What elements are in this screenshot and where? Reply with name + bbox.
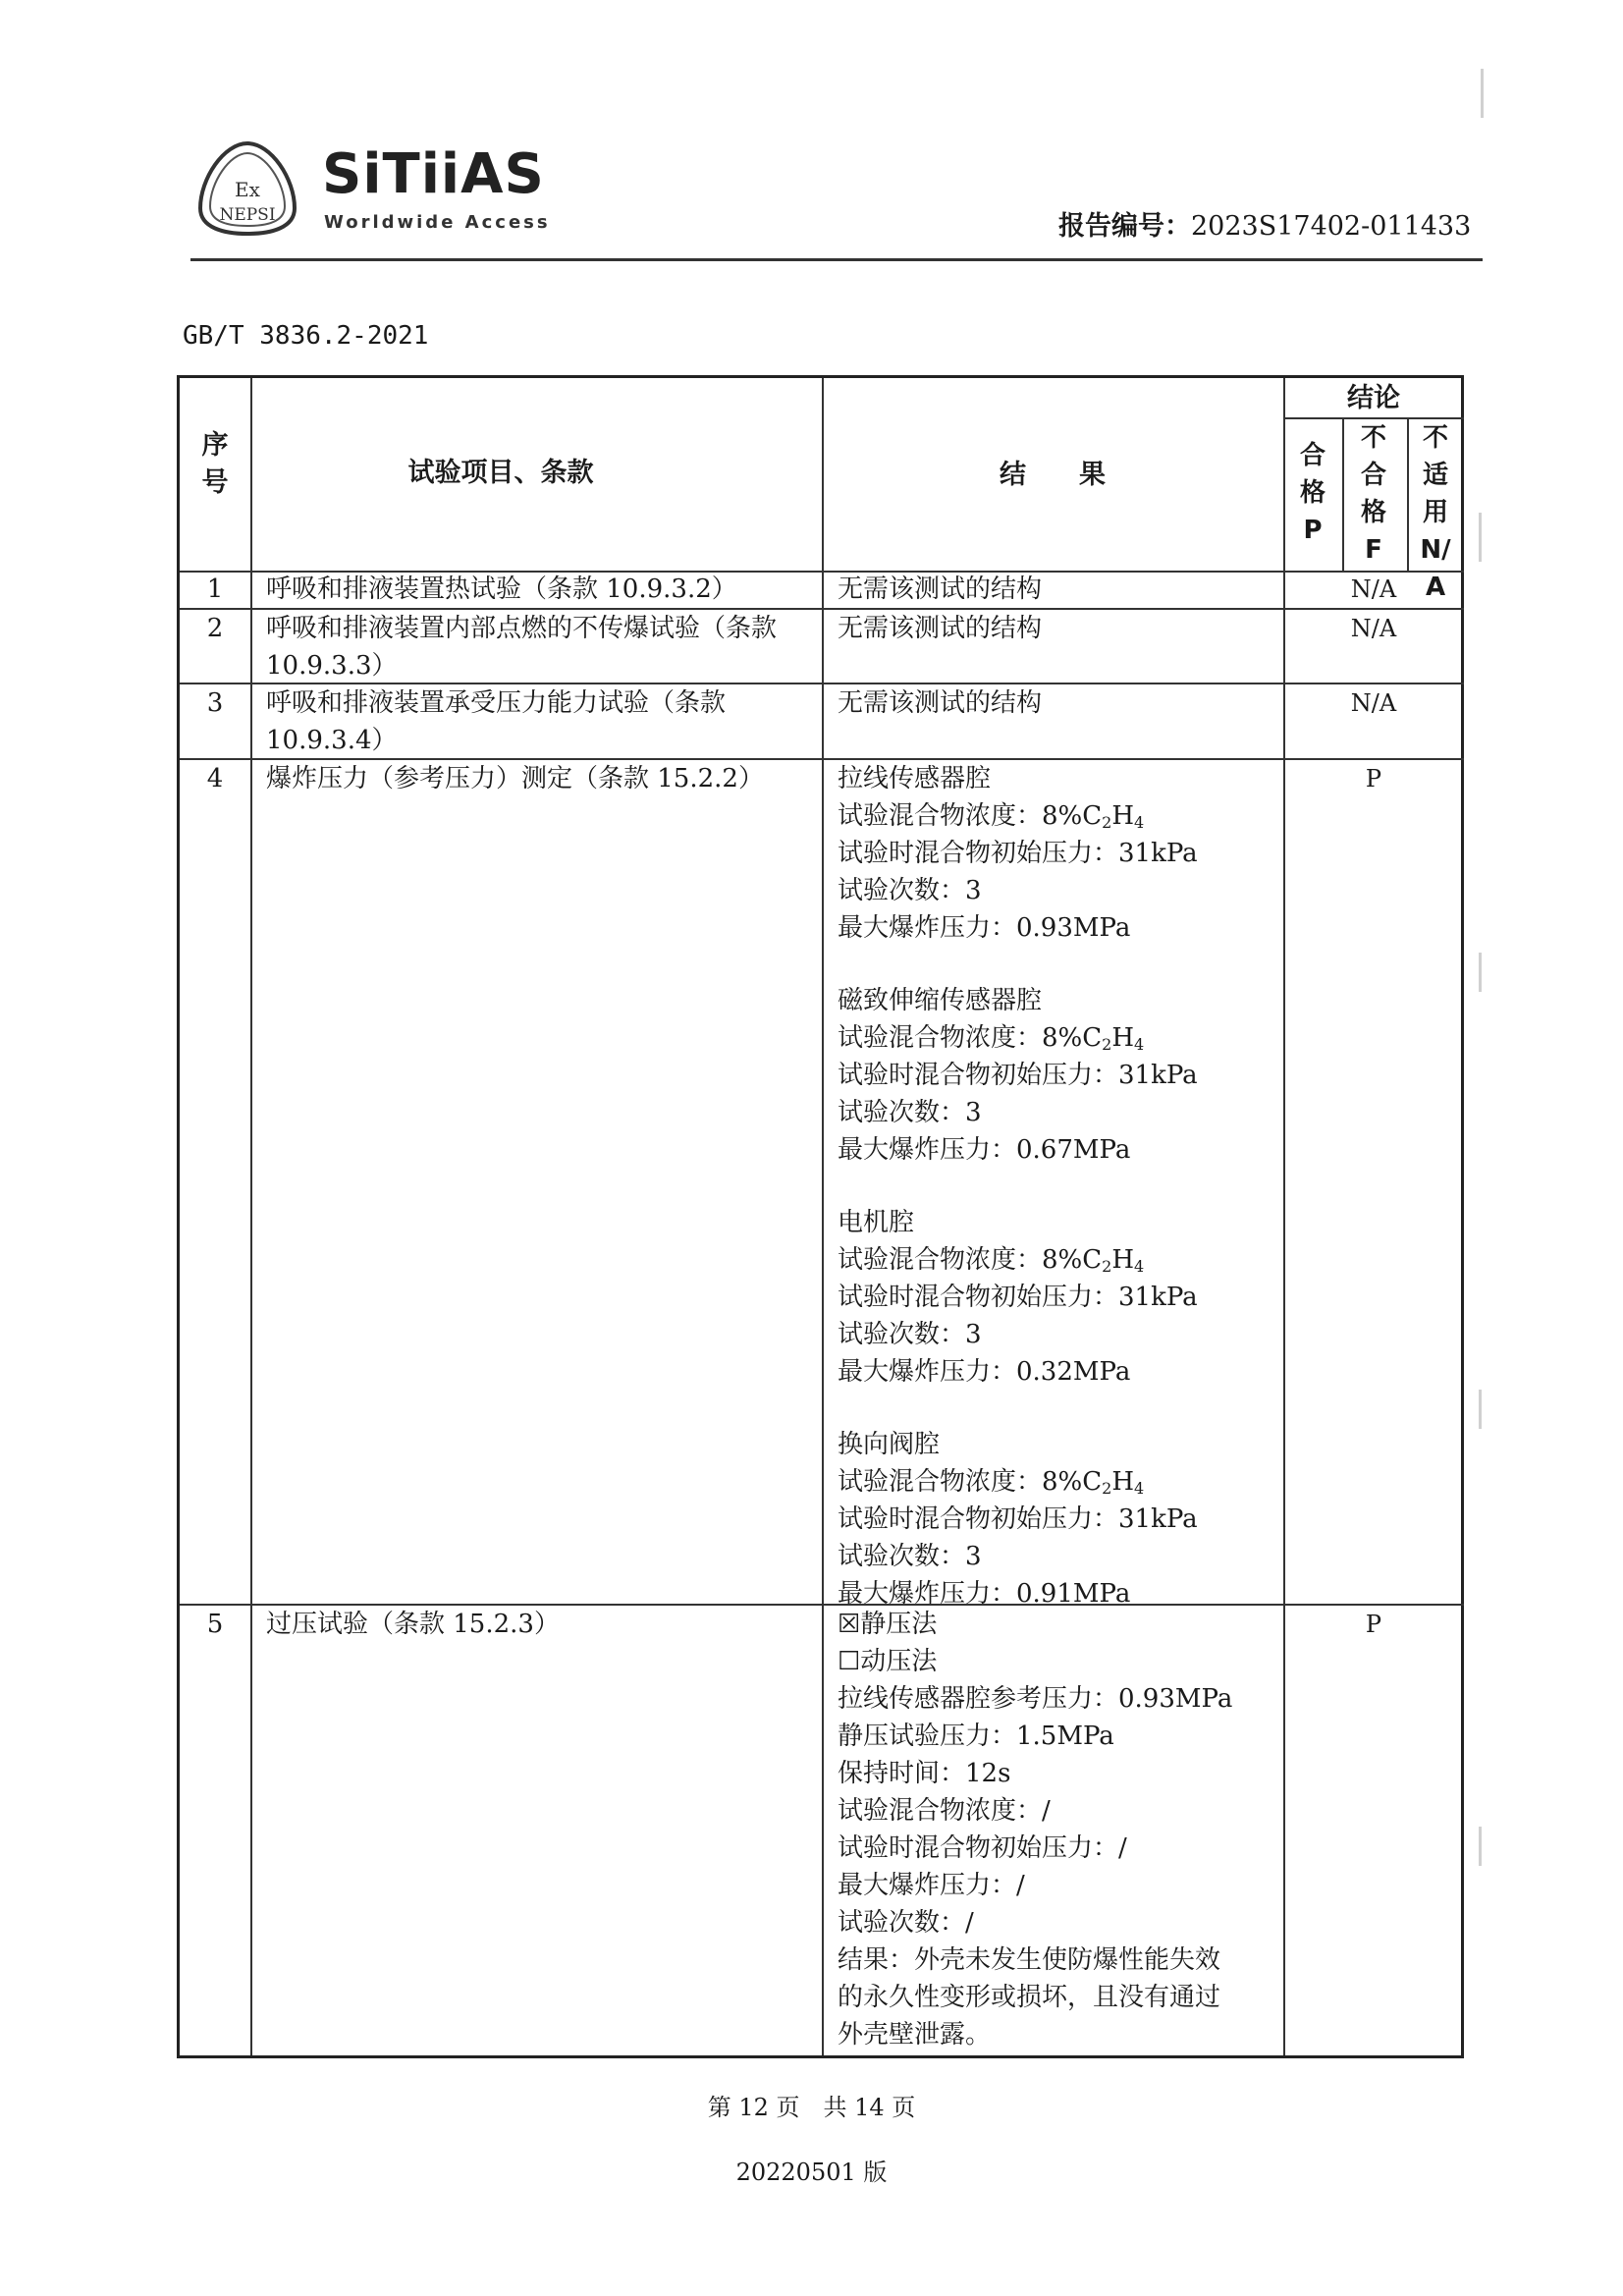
- result-line: ☐动压法: [838, 1647, 938, 1676]
- row-5-conclusion: P: [1365, 1611, 1382, 1638]
- block-times: 试验次数：3: [838, 1098, 982, 1127]
- row-2-no: 2: [206, 614, 224, 643]
- block-title: 电机腔: [838, 1208, 915, 1237]
- header-divider: [190, 258, 1483, 261]
- result-block: [838, 760, 1279, 947]
- result-line: 试验次数：/: [838, 1908, 974, 1938]
- row-3-no: 3: [206, 688, 224, 718]
- test-results-table: [177, 375, 1464, 2058]
- block-init-pressure: 试验时混合物初始压力：31kPa: [838, 1061, 1198, 1090]
- result-line: 外壳壁泄露。: [838, 2020, 992, 2050]
- row-1-conclusion: N/A: [1350, 575, 1397, 603]
- logo-emblem-bottom-text: NEPSI: [219, 205, 276, 225]
- block-init-pressure: 试验时混合物初始压力：31kPa: [838, 1283, 1198, 1312]
- result-block: [838, 1204, 1279, 1391]
- row-4-no: 4: [206, 764, 224, 793]
- row-5-result: [838, 1606, 1279, 2053]
- result-block: [838, 982, 1279, 1169]
- block-gas: 试验混合物浓度：$8\%C_2H_4$: [838, 1245, 1145, 1276]
- report-number-label: 报告编号：: [1058, 211, 1191, 242]
- row-3-result: 无需该测试的结构: [838, 688, 1043, 718]
- block-max-pressure: 最大爆炸压力：0.93MPa: [838, 913, 1131, 943]
- row-2-item: 呼吸和排液装置内部点燃的不传爆试验（条款 10.9.3.3）: [266, 614, 778, 681]
- page-number: 第 12 页 共 14 页: [707, 2094, 916, 2121]
- scan-mark: [1479, 953, 1482, 992]
- result-block: [838, 1426, 1279, 1613]
- result-line: 静压试验压力：1.5MPa: [838, 1722, 1114, 1751]
- block-times: 试验次数：3: [838, 1542, 982, 1571]
- scan-mark: [1479, 513, 1482, 562]
- row-4-item: 爆炸压力（参考压力）测定（条款 15.2.2）: [266, 764, 764, 793]
- form-version: 20220501 版: [735, 2159, 888, 2186]
- block-times: 试验次数：3: [838, 1320, 982, 1349]
- row-1-item: 呼吸和排液装置热试验（条款 10.9.3.2）: [266, 574, 737, 604]
- block-init-pressure: 试验时混合物初始压力：31kPa: [838, 839, 1198, 868]
- header-result: 结 果: [1000, 460, 1106, 490]
- row-3-item: 呼吸和排液装置承受压力能力试验（条款 10.9.3.4）: [266, 688, 727, 755]
- block-gas: 试验混合物浓度：$8\%C_2H_4$: [838, 1023, 1145, 1054]
- header-na: 不适用N/A: [1420, 423, 1451, 602]
- result-line: ☒静压法: [838, 1610, 938, 1639]
- row-2-conclusion: N/A: [1350, 615, 1397, 642]
- row-5-item: 过压试验（条款 15.2.3）: [266, 1610, 560, 1639]
- result-line: 试验混合物浓度：/: [838, 1796, 1051, 1826]
- block-gas: 试验混合物浓度：$8\%C_2H_4$: [838, 801, 1145, 832]
- result-line: 拉线传感器腔参考压力：0.93MPa: [838, 1684, 1233, 1714]
- row-5-no: 5: [206, 1610, 224, 1639]
- row-3-conclusion: N/A: [1350, 689, 1397, 717]
- row-2-result: 无需该测试的结构: [838, 614, 1043, 643]
- report-number-value: 2023S17402-011433: [1191, 211, 1472, 242]
- row-4-conclusion: P: [1365, 765, 1382, 793]
- scan-mark: [1479, 1390, 1482, 1429]
- header-seq: 序号: [201, 430, 229, 498]
- header-item: 试验项目、条款: [407, 458, 594, 488]
- result-line: 试验时混合物初始压力：/: [838, 1833, 1127, 1863]
- logo-emblem-top-text: Ex: [235, 178, 260, 201]
- row-1-result: 无需该测试的结构: [838, 574, 1043, 604]
- logo-brand: SiTiiAS: [322, 142, 545, 206]
- result-line: 最大爆炸压力：/: [838, 1871, 1025, 1900]
- block-max-pressure: 最大爆炸压力：0.91MPa: [838, 1579, 1131, 1609]
- standard-code: GB/T 3836.2-2021: [183, 321, 429, 351]
- block-times: 试验次数：3: [838, 876, 982, 905]
- logo-tagline: Worldwide Access: [324, 212, 551, 233]
- scan-mark: [1481, 69, 1484, 118]
- result-line: 保持时间：12s: [838, 1759, 1011, 1788]
- block-max-pressure: 最大爆炸压力：0.67MPa: [838, 1135, 1131, 1165]
- header-pass: 合格P: [1299, 441, 1325, 545]
- logo-emblem-icon: [192, 139, 302, 238]
- block-title: 换向阀腔: [838, 1430, 941, 1459]
- header-fail: 不合格F: [1360, 423, 1386, 565]
- scan-mark: [1479, 1827, 1482, 1866]
- row-1-no: 1: [206, 574, 224, 604]
- row-4-result: [838, 760, 1279, 1613]
- result-line: 的永久性变形或损坏，且没有通过: [838, 1983, 1221, 2012]
- block-title: 磁致伸缩传感器腔: [838, 986, 1043, 1015]
- block-gas: 试验混合物浓度：$8\%C_2H_4$: [838, 1467, 1145, 1498]
- block-init-pressure: 试验时混合物初始压力：31kPa: [838, 1504, 1198, 1534]
- header-conclusion: 结论: [1347, 383, 1400, 413]
- report-number: [1058, 204, 1471, 243]
- block-title: 拉线传感器腔: [838, 764, 992, 793]
- result-line: 结果：外壳未发生使防爆性能失效: [838, 1945, 1221, 1975]
- block-max-pressure: 最大爆炸压力：0.32MPa: [838, 1357, 1131, 1387]
